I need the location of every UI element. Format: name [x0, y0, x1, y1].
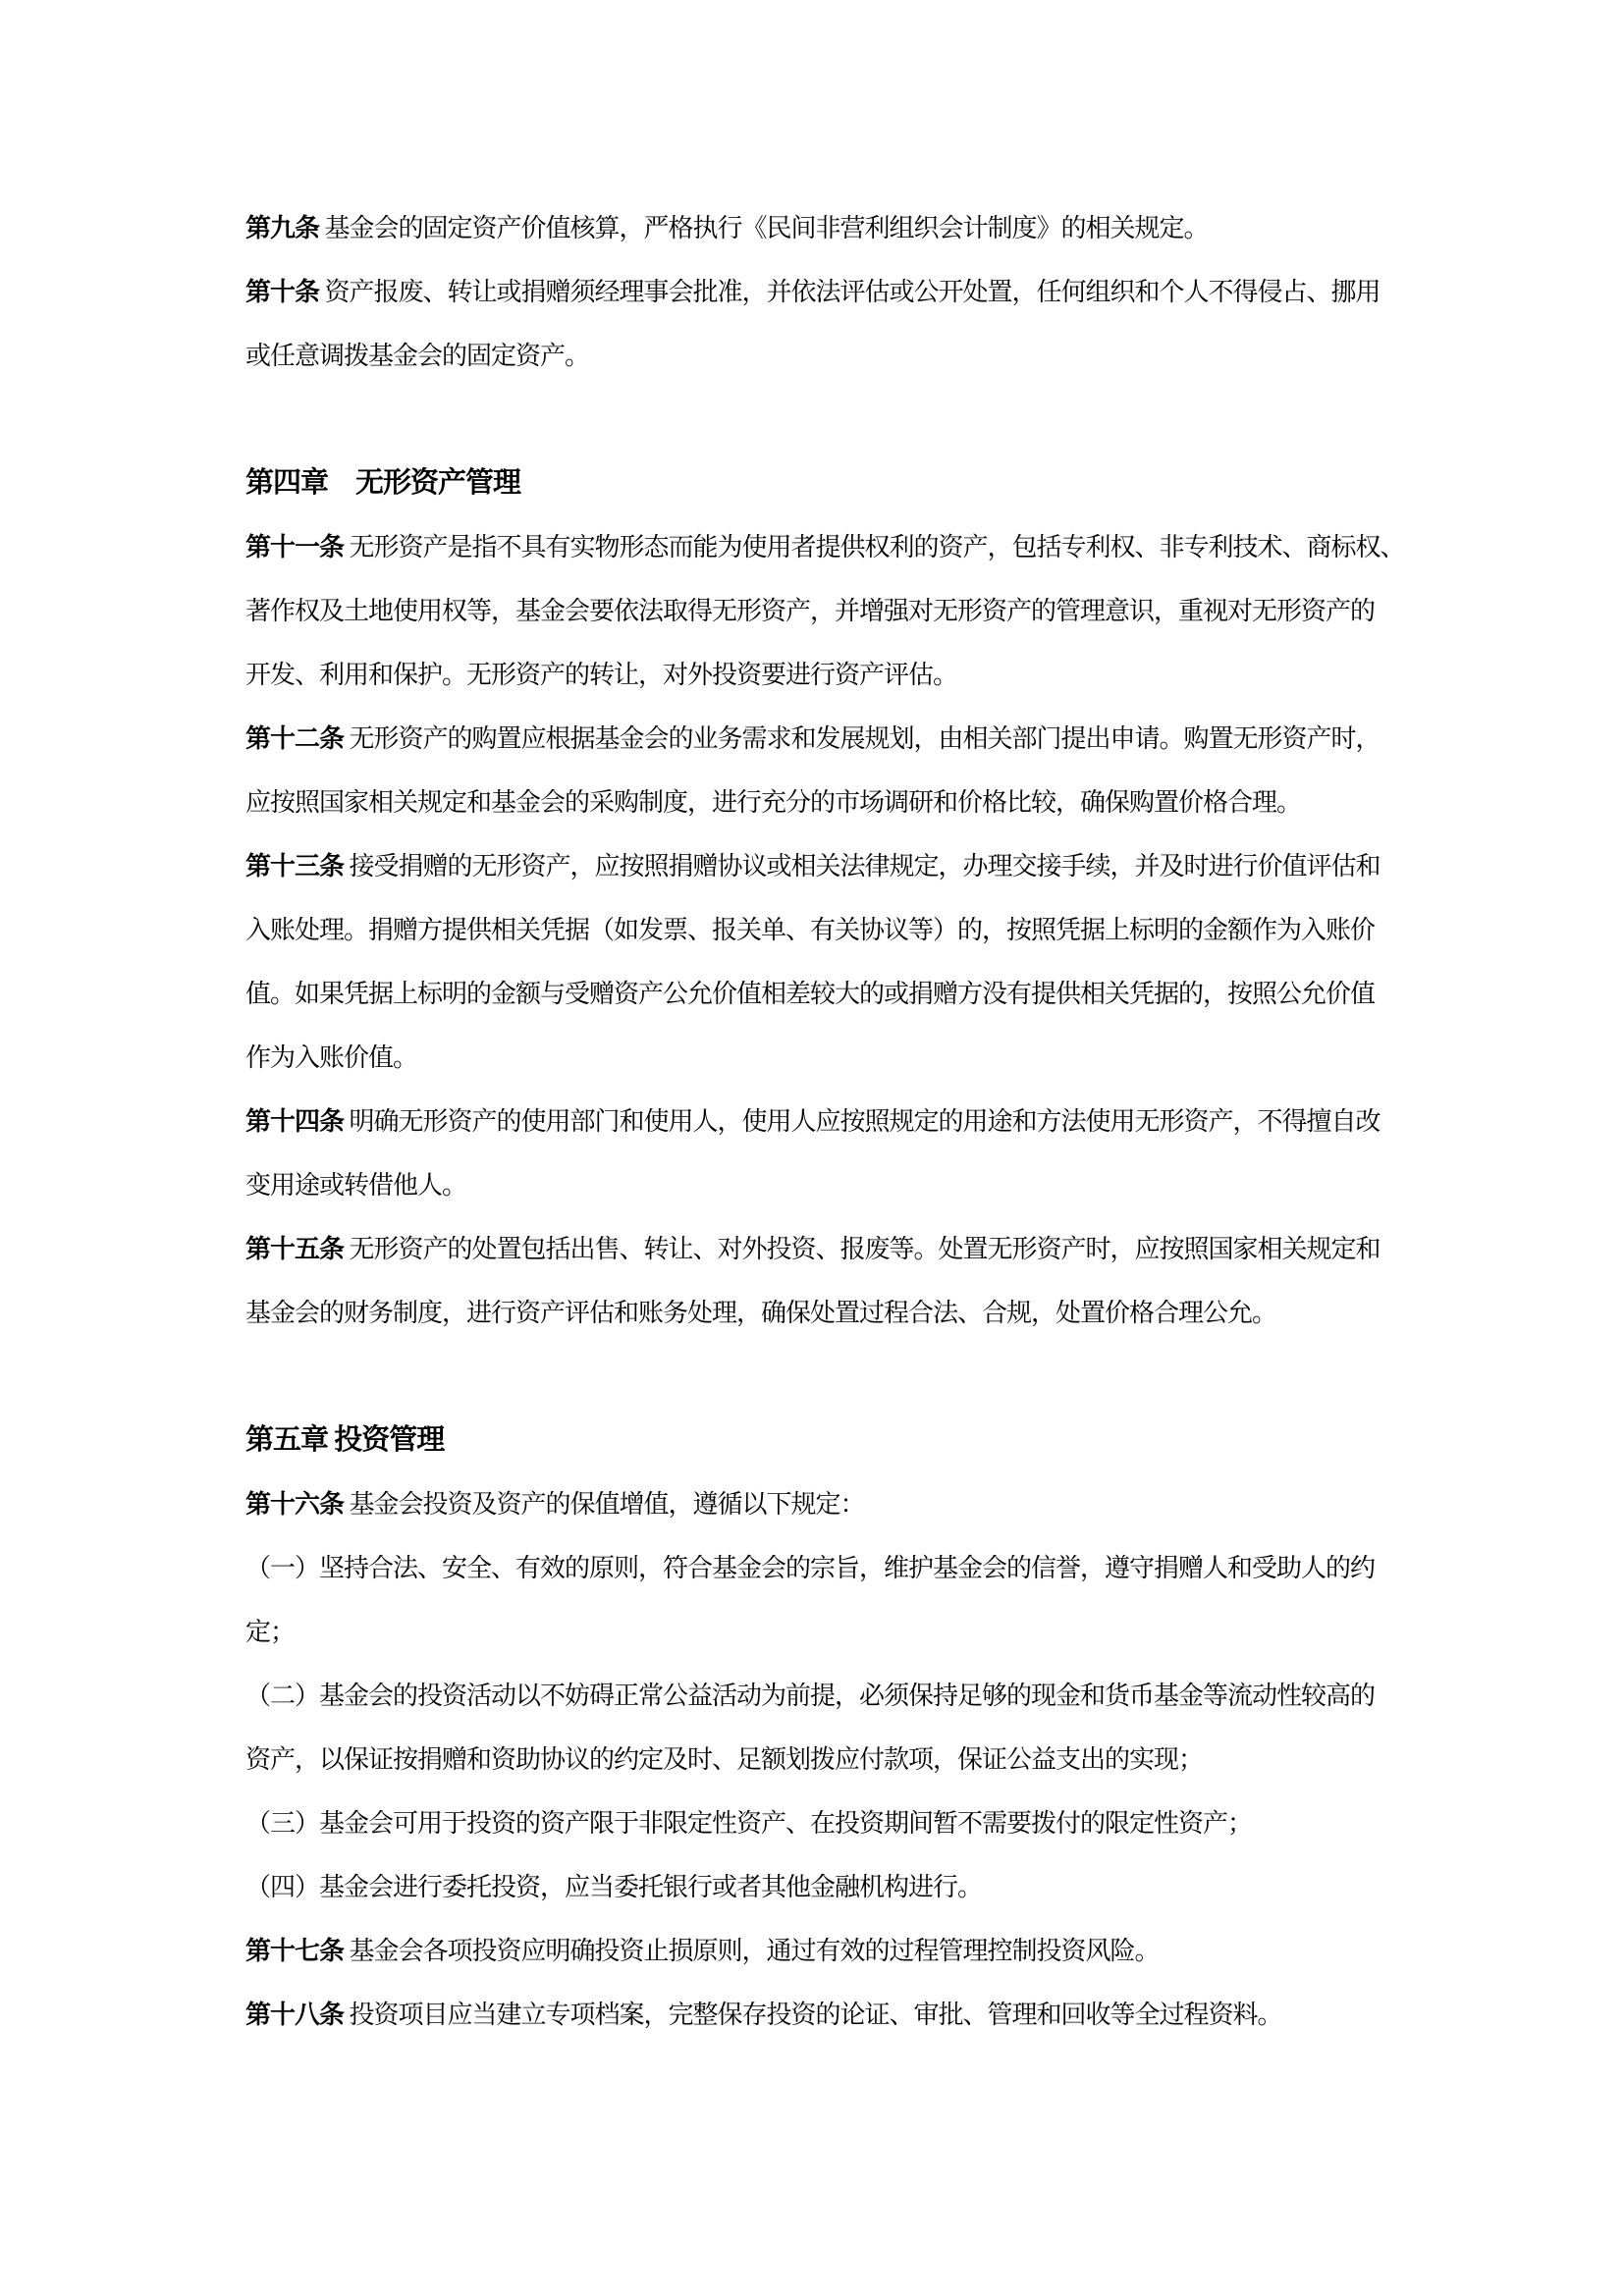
article-14-line-2 [245, 1153, 1389, 1217]
article-label: 第十一条 [245, 533, 345, 561]
text-run: 著作权及土地使用权等，基金会要依法取得无形资产，并增强对无形资产的管理意识，重视对无形资产的 [245, 597, 1376, 625]
blank-line [245, 388, 1389, 452]
article-15-line-1 [245, 1217, 1389, 1281]
article-16-item-2-line-1 [245, 1664, 1389, 1728]
text-run: 资产报废、转让或捐赠须经理事会批准，并依法评估或公开处置，任何组织和个人不得侵占、挪用 [319, 278, 1380, 306]
text-run: 无形资产的购置应根据基金会的业务需求和发展规划，由相关部门提出申请。购置无形资产时， [344, 724, 1380, 753]
text-run: 接受捐赠的无形资产，应按照捐赠协议或相关法律规定，办理交接手续，并及时进行价值评估和 [344, 852, 1380, 881]
article-13-line-3 [245, 962, 1389, 1026]
text-run: 无形资产的处置包括出售、转让、对外投资、报废等。处置无形资产时，应按照国家相关规定和 [344, 1235, 1380, 1263]
article-label: 第五章 投资管理 [245, 1424, 445, 1456]
text-run: 基金会的财务制度，进行资产评估和账务处理，确保处置过程合法、合规，处置价格合理公允。 [245, 1299, 1277, 1327]
article-label: 第九条 [245, 214, 320, 242]
article-11-line-3 [245, 643, 1389, 707]
text-run: 应按照国家相关规定和基金会的采购制度，进行充分的市场调研和价格比较，确保购置价格合理。 [245, 788, 1302, 817]
article-label: 第十四条 [245, 1107, 345, 1136]
article-label: 第十三条 [245, 852, 345, 881]
text-run: （二）基金会的投资活动以不妨碍正常公益活动为前提，必须保持足够的现金和货币基金等流动性较高的 [245, 1682, 1376, 1710]
article-16-line-1 [245, 1472, 1389, 1536]
article-16-item-1-line-1 [245, 1536, 1389, 1600]
text-run: 资产，以保证按捐赠和资助协议的约定及时、足额划拨应付款项，保证公益支出的实现； [245, 1745, 1204, 1774]
text-run: 基金会投资及资产的保值增值，遵循以下规定： [344, 1490, 865, 1519]
article-12-line-1 [245, 707, 1389, 771]
article-16-item-2-line-2 [245, 1728, 1389, 1791]
article-18-line-1 [245, 1983, 1389, 2047]
text-run: 变用途或转借他人。 [245, 1171, 467, 1200]
chapter-5-heading [245, 1409, 1389, 1472]
article-label: 第四章 无形资产管理 [245, 467, 521, 499]
text-run: 无形资产是指不具有实物形态而能为使用者提供权利的资产，包括专利权、非专利技术、商标权、 [344, 533, 1405, 561]
chapter-4-heading [245, 452, 1389, 515]
article-12-line-2 [245, 771, 1389, 834]
text-run: 值。如果凭据上标明的金额与受赠资产公允价值相差较大的或捐赠方没有提供相关凭据的，按照公允价值 [245, 980, 1376, 1008]
text-run: （一）坚持合法、安全、有效的原则，符合基金会的宗旨，维护基金会的信誉，遵守捐赠人和受助人的约 [245, 1554, 1376, 1582]
document-text-block [245, 196, 1405, 2047]
article-9-line-1 [245, 196, 1389, 260]
text-run: 定； [245, 1618, 296, 1646]
article-11-line-1 [245, 515, 1405, 579]
article-16-item-4-line-1 [245, 1855, 1389, 1919]
text-run: 投资项目应当建立专项档案，完整保存投资的论证、审批、管理和回收等全过程资料。 [344, 2001, 1282, 2029]
article-13-line-2 [245, 898, 1389, 962]
article-label: 第十条 [245, 278, 320, 306]
text-run: 作为入账价值。 [245, 1043, 418, 1072]
text-run: 基金会各项投资应明确投资止损原则，通过有效的过程管理控制投资风险。 [344, 1937, 1160, 1965]
article-16-item-3-line-1 [245, 1791, 1389, 1855]
article-17-line-1 [245, 1919, 1389, 1983]
text-run: 或任意调拨基金会的固定资产。 [245, 342, 590, 370]
article-13-line-1 [245, 834, 1389, 898]
article-label: 第十五条 [245, 1235, 345, 1263]
article-16-item-1-line-2 [245, 1600, 1389, 1664]
article-14-line-1 [245, 1090, 1389, 1153]
article-10-line-1 [245, 260, 1389, 324]
text-run: 明确无形资产的使用部门和使用人，使用人应按照规定的用途和方法使用无形资产，不得擅自改 [344, 1107, 1380, 1136]
article-label: 第十六条 [245, 1490, 345, 1519]
article-15-line-2 [245, 1281, 1389, 1345]
text-run: 入账处理。捐赠方提供相关凭据（如发票、报关单、有关协议等）的，按照凭据上标明的金额作为入账价 [245, 916, 1376, 944]
article-13-line-4 [245, 1026, 1389, 1090]
text-run: （三）基金会可用于投资的资产限于非限定性资产、在投资期间暂不需要拨付的限定性资产； [245, 1809, 1253, 1838]
article-label: 第十七条 [245, 1937, 345, 1965]
text-run: 基金会的固定资产价值核算，严格执行《民间非营利组织会计制度》的相关规定。 [319, 214, 1209, 242]
article-11-line-2 [245, 579, 1389, 643]
article-label: 第十二条 [245, 724, 345, 753]
article-label: 第十八条 [245, 2001, 345, 2029]
text-run: （四）基金会进行委托投资，应当委托银行或者其他金融机构进行。 [245, 1873, 983, 1901]
text-run: 开发、利用和保护。无形资产的转让，对外投资要进行资产评估。 [245, 661, 958, 689]
blank-line [245, 1345, 1389, 1409]
article-10-line-2 [245, 324, 1389, 388]
